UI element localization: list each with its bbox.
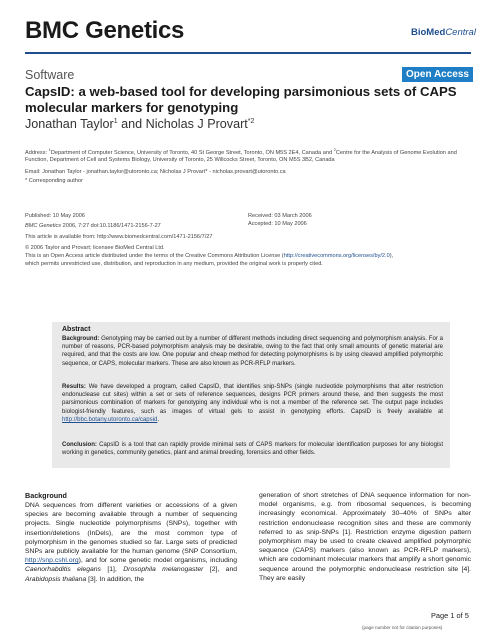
abstract-conclusion-label: Conclusion: [62, 442, 97, 448]
author-emails[interactable]: Email: Jonathan Taylor - jonathan.taylor@utoronto.ca; Nicholas J Provart* - nicholas.provart@utoronto.ca [25, 169, 286, 175]
author-conjunction: and [117, 117, 146, 131]
logo-sub: Central [445, 27, 476, 38]
citation-details: 2006, 7:27 doi:10.1186/1471-2156-7-27 [61, 223, 161, 229]
author-2-affil: *2 [247, 117, 255, 125]
abstract-results-text: We have developed a program, called CapsID, that identifies snip-SNPs (single nucleotide polymorphisms that alter restriction endonuclease cut sites) within a set or sets of reference sequences, designs PCR primers around these, and then suggests the most parsimonious combination of markers for genotyping any individual who is not a member of the reference set. The output page includes biologist-friendly features, such as images of virtual gels to assist in genotyping efforts. CapsID is freely available at [62, 384, 443, 415]
body-column-2: generation of short stretches of DNA sequence information for non-model organisms, e.g. from ribosomal sequences, is becoming increasingly economical. Approximately 30–40% of SNPs alter restriction endonuclease recognition sites and these are commonly referred to as snip-SNPs [1]. Restriction enzyme digestion pattern polymorphism may be used to create cleaved amplified polymorphic sequence (CAPS) markers (also known as PCR-RFLP markers), which are codominant molecular markers that amplify a short genomic sequence around the polymorphic endonuclease restriction site [4]. They are easily [259, 492, 471, 582]
body-text: [2], and [203, 566, 238, 574]
citation-journal: BMC Genetics [25, 223, 62, 229]
body-text: [1], [100, 566, 124, 574]
article-url[interactable]: This article is available from: http://www.biomedcentral.com/1471-2156/7/27 [25, 234, 213, 240]
abstract-heading: Abstract [62, 326, 91, 333]
body-text: DNA sequences from different varieties or accessions of a given species are becoming available through a number of sequencing projects. Single nucleotide polymorphisms (SNPs), together with insertion/deletions (InDels), are the most common type of polymorphism in the genomes studied so far. Large sets of predicted SNPs are publicly available for the human genome (SNP Consortium, [25, 502, 237, 556]
author-2: Nicholas J Provart [145, 117, 248, 131]
accepted-date: Accepted: 10 May 2006 [248, 221, 307, 227]
body-text: [3]. In addition, the [86, 575, 145, 583]
affil-2-marker: 2 [333, 147, 336, 152]
journal-title: BMC Genetics [25, 17, 185, 44]
capsid-link[interactable]: http://bbc.botany.utoronto.ca/capsid [62, 416, 158, 423]
abstract-conclusion [62, 441, 443, 457]
abstract-conclusion-text: CapsID is a tool that can rapidly provide minimal sets of CAPS markers for molecular identification purposes for any biologist working in genetics, community genetics, plant and animal breeding, forensics and other fields. [62, 442, 443, 457]
article-type: Software [25, 68, 75, 82]
affil-1-marker: 1 [48, 147, 51, 152]
address-label: Address: [25, 149, 49, 156]
abstract-results-label: Results: [62, 384, 86, 390]
license-text: This is an Open Access article distributed under the terms of the Creative Commons Attribution License ( [25, 253, 284, 259]
author-1: Jonathan Taylor [25, 117, 114, 131]
open-access-badge: Open Access [402, 67, 473, 82]
affiliations [25, 146, 473, 165]
author-list [25, 117, 254, 131]
abstract-results [62, 383, 443, 424]
article-title: CapsID: a web-based tool for developing parsimonious sets of CAPS molecular markers for genotyping [25, 84, 457, 115]
species-name: Drosophila melanogaster [123, 566, 204, 574]
copyright: © 2006 Taylor and Provart; licensee BioMed Central Ltd. [25, 245, 165, 251]
license-line-1 [25, 253, 473, 259]
page-number: Page 1 of 5 [431, 611, 469, 620]
body-text: ), and for some genetic model organisms, including [78, 557, 237, 565]
section-heading-background: Background [25, 491, 67, 500]
abstract-results-end: . [157, 416, 160, 423]
citation [25, 223, 161, 229]
species-name: Caenorhabditis elegans [25, 566, 101, 574]
author-1-affil: 1 [113, 117, 118, 125]
license-line-2: which permits unrestricted use, distribution, and reproduction in any medium, provided the original work is properly cited. [25, 261, 323, 267]
affil-1: Department of Computer Science, University of Toronto, 40 St George Street, Toronto, ON M5S 2E4, Canada and [50, 149, 334, 156]
received-date: Received: 03 March 2006 [248, 213, 312, 219]
body-column-1 [25, 501, 237, 584]
logo-main: BioMed [411, 27, 446, 38]
publisher-logo [411, 27, 476, 38]
page-note: (page number not for citation purposes) [362, 625, 443, 630]
snp-consortium-link[interactable]: http://snp.cshl.org [25, 557, 79, 565]
abstract-background-text: Genotyping may be carried out by a number of different methods including direct sequencing and polymorphism analysis. For a number of reasons, PCR-based polymorphism analysis may be desirable, owing to the fact that only small amounts of genetic material are required, and that the costs are low. One popular and cheap method for detecting polymorphisms is by using cleaved amplified polymorphic sequence, or CAPS, molecular markers. These are also known as PCR-RFLP markers. [62, 336, 443, 367]
affil-2: Centre for the Analysis of Genome Evolution and Function, Department of Cell and Systems Biology, University of Toronto, 25 Willcocks Street, Toronto, ON M5S 3B2, Canada [25, 149, 457, 164]
published-date: Published: 10 May 2006 [25, 213, 86, 219]
corresponding-author-note: * Corresponding author [25, 178, 83, 184]
header-rule [25, 52, 471, 54]
license-link[interactable]: http://creativecommons.org/licenses/by/2.0 [283, 253, 390, 259]
species-name: Arabidopsis thaliana [25, 575, 87, 583]
abstract-background [62, 335, 443, 368]
license-text-end: ), [389, 253, 394, 259]
abstract-background-label: Background: [62, 336, 100, 342]
